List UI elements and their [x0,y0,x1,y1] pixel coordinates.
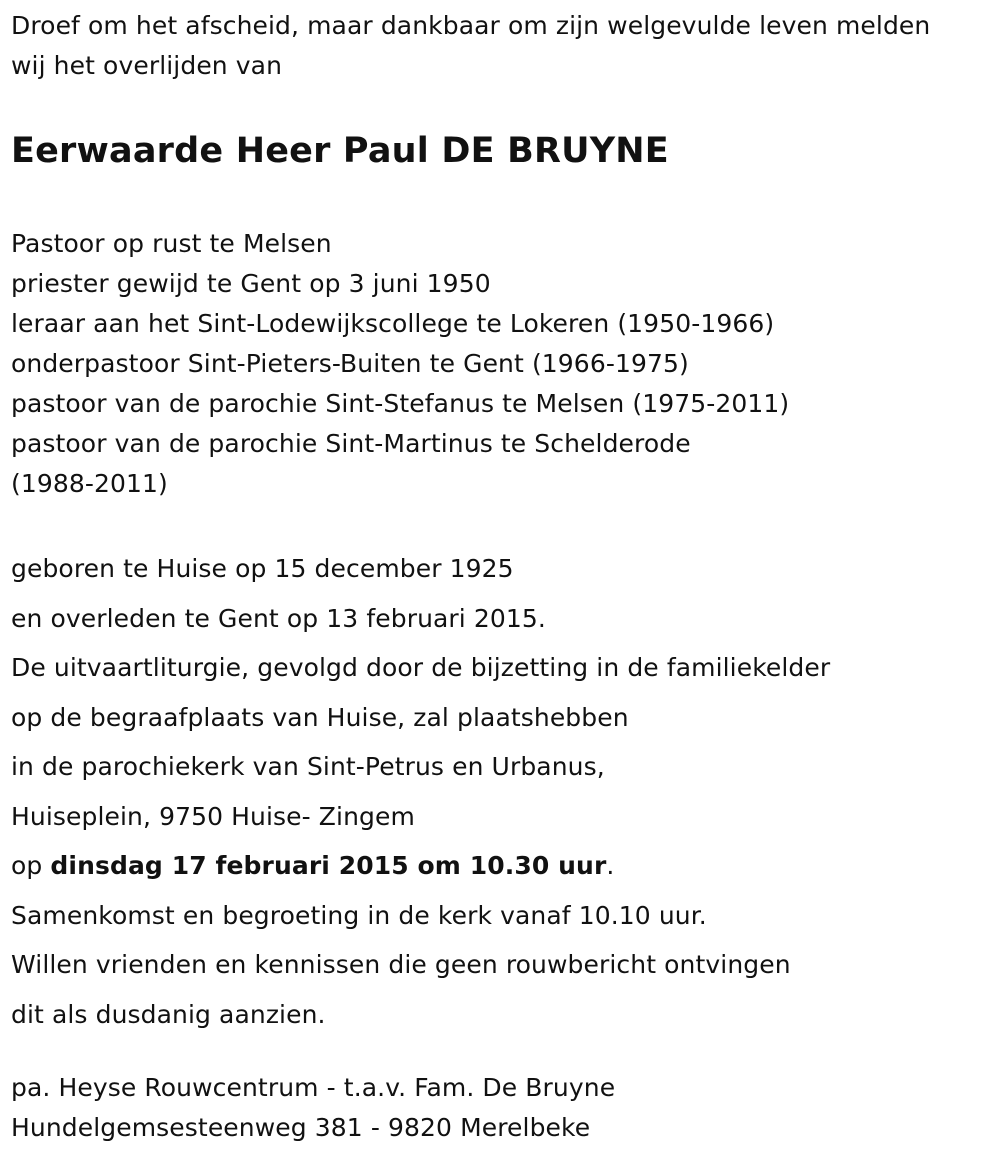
birth-line: geboren te Huise op 15 december 1925 [11,554,514,583]
funeral-home [11,1068,991,1148]
service-date-suffix: . [606,851,615,880]
death-line: en overleden te Gent op 13 februari 2015. [11,603,546,633]
notice-line: Willen vrienden en kennissen die geen rouwbericht ontvingen [11,950,791,979]
career-line: priester gewijd te Gent op 3 juni 1950 [11,269,491,298]
career-line: pastoor van de parochie Sint-Stefanus te Melsen (1975-2011) [11,389,790,418]
funeral-details [11,544,991,1039]
obituary-notice [11,0,991,1148]
deceased-name: Eerwaarde Heer Paul DE BRUYNE [11,131,669,171]
career-line: Pastoor op rust te Melsen [11,229,332,258]
career-line: (1988-2011) [11,469,168,498]
service-date-prefix: op [11,851,51,880]
gathering-line: Samenkomst en begroeting in de kerk vanaf 10.10 uur. [11,900,707,930]
career-list [11,224,991,504]
liturgy-line: op de begraafplaats van Huise, zal plaatshebben [11,702,629,732]
intro-text [11,0,991,86]
church-line: in de parochiekerk van Sint-Petrus en Urbanus, [11,752,605,781]
career-line: leraar aan het Sint-Lodewijkscollege te Lokeren (1950-1966) [11,309,775,338]
notice-line: dit als dusdanig aanzien. [11,999,326,1029]
funeral-home-address: Hundelgemsesteenweg 381 - 9820 Merelbeke [11,1113,591,1142]
liturgy-line: De uitvaartliturgie, gevolgd door de bijzetting in de familiekelder [11,653,831,682]
service-date: dinsdag 17 februari 2015 om 10.30 uur [50,851,607,880]
service-date-line [11,841,991,891]
intro-line: Droef om het afscheid, maar dankbaar om zijn welgevulde leven melden [11,11,931,40]
career-line: onderpastoor Sint-Pieters-Buiten te Gent (1966-1975) [11,349,689,378]
address-line: Huiseplein, 9750 Huise- Zingem [11,801,415,831]
funeral-home-name: pa. Heyse Rouwcentrum - t.a.v. Fam. De Bruyne [11,1073,616,1102]
intro-line: wij het overlijden van [11,51,283,80]
career-line: pastoor van de parochie Sint-Martinus te Schelderode [11,429,691,458]
